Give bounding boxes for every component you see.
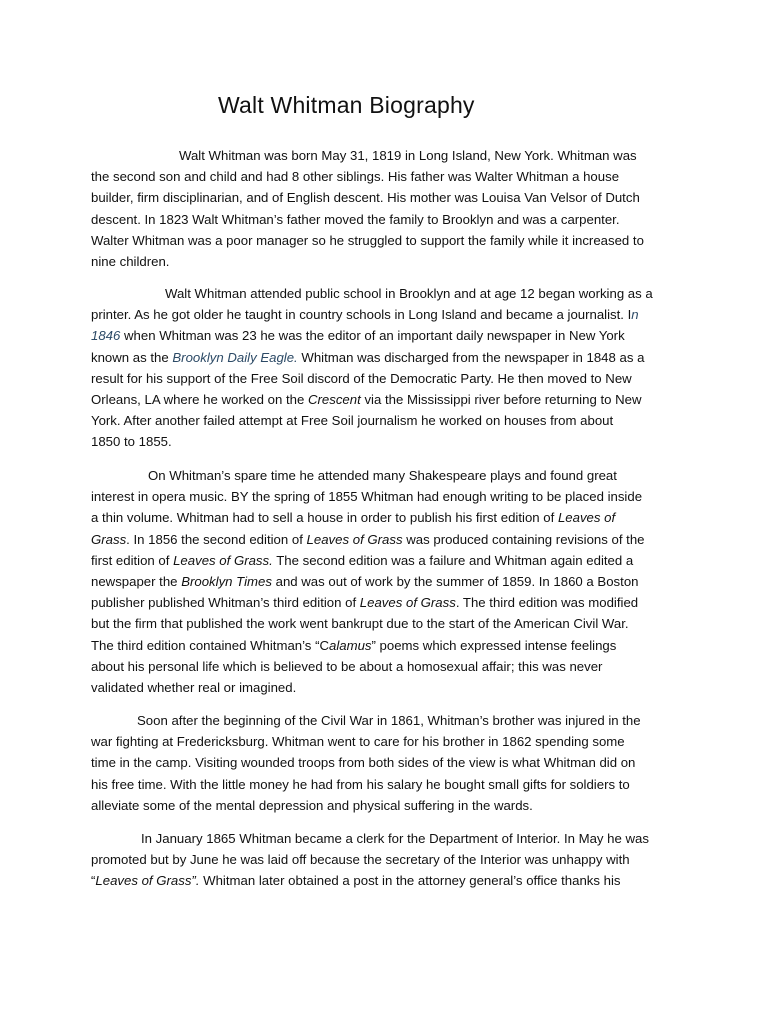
text-line: Walter Whitman was a poor manager so he struggled to support the family while it increased to [91,232,644,248]
text-line: Walt Whitman was born May 31, 1819 in Long Island, New York. Whitman was [179,148,637,163]
paragraph-birth [91,145,691,272]
text-line: In January 1865 Whitman became a clerk for the Department of Interior. In May he was [141,831,649,846]
text-line: known as the Brooklyn Daily Eagle. Whitman was discharged from the newspaper in 1848 as a [91,349,645,365]
text-line: interest in opera music. BY the spring of 1855 Whitman had enough writing to be placed inside [91,489,643,505]
page-title: Walt Whitman Biography [218,92,475,118]
text-line: about his personal life which is believed to be about a homosexual affair; this was never [91,658,603,674]
paragraph-department-of-interior [91,828,691,892]
text-line: Walt Whitman attended public school in Brooklyn and at age 12 began working as a [165,286,653,301]
text-line: “Leaves of Grass”. Whitman later obtained a post in the attorney general’s office thanks his [91,873,621,889]
text-line: nine children. [91,254,170,270]
text-line: descent. In 1823 Walt Whitman’s father moved the family to Brooklyn and was a carpenter. [91,211,620,227]
text-line: war fighting at Fredericksburg. Whitman went to care for his brother in 1862 spending some [91,734,625,750]
text-line: The third edition contained Whitman’s “Calamus” poems which expressed intense feelings [91,637,617,653]
text-line: On Whitman’s spare time he attended many Shakespeare plays and found great [148,468,617,483]
text-line: his free time. With the little money he had from his salary he bought small gifts for soldiers to [91,776,630,792]
text-line: Grass. In 1856 the second edition of Leaves of Grass was produced containing revisions of the [91,531,645,547]
text-line: alleviate some of the mental depression and physical suffering in the wards. [91,797,533,813]
text-line: a thin volume. Whitman had to sell a house in order to publish his first edition of Leaves of [91,510,616,526]
text-line: Orleans, LA where he worked on the Crescent via the Mississippi river before returning to New [91,392,642,408]
text-line: 1850 to 1855. [91,434,172,450]
text-line: builder, firm disciplinarian, and of English descent. His mother was Louisa Van Velsor of Dutch [91,190,640,206]
text-line: validated whether real or imagined. [91,680,297,696]
text-line: printer. As he got older he taught in country schools in Long Island and became a journalist. In [91,307,639,323]
paragraph-civil-war [91,710,691,816]
text-line: Soon after the beginning of the Civil War in 1861, Whitman’s brother was injured in the [137,713,641,728]
text-line: result for his support of the Free Soil discord of the Democratic Party. He then moved to New [91,370,632,386]
paragraph-journalism [91,283,691,453]
text-line: but the firm that published the work went bankrupt due to the start of the American Civil War. [91,616,629,632]
text-line: the second son and child and had 8 other siblings. His father was Walter Whitman a house [91,169,620,185]
text-line: 1846 when Whitman was 23 he was the editor of an important daily newspaper in New York [91,328,625,344]
text-line: promoted but by June he was laid off because the secretary of the Interior was unhappy with [91,852,630,868]
text-line: newspaper the Brooklyn Times and was out of work by the summer of 1859. In 1860 a Boston [91,574,639,590]
text-line: time in the camp. Visiting wounded troops from both sides of the view is what Whitman did on [91,755,636,771]
text-line: first edition of Leaves of Grass. The second edition was a failure and Whitman again edited a [91,552,634,568]
text-line: publisher published Whitman’s third edition of Leaves of Grass. The third edition was modified [91,595,639,611]
paragraph-leaves-of-grass [91,465,691,698]
text-line: York. After another failed attempt at Free Soil journalism he worked on houses from about [91,413,614,429]
